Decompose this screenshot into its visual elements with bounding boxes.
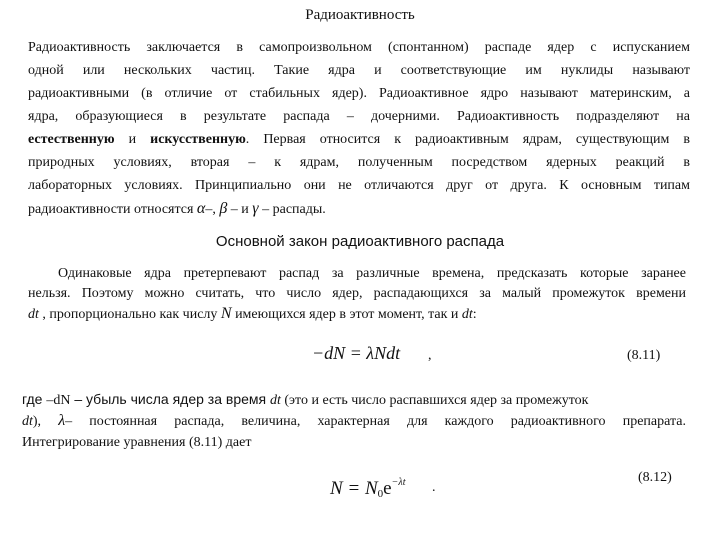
explain-line-1 — [22, 390, 588, 410]
dt-symbol-2: dt — [461, 307, 473, 322]
explain-line-3: Интегрирование уравнения (8.11) дает — [22, 435, 252, 450]
exponent: −λt — [391, 477, 406, 488]
law-line-2: нельзя. Поэтому можно считать, что число ядер, распадающихся за малый промежуток времени — [28, 286, 686, 301]
intro-line-8 — [28, 200, 326, 219]
minus-dn-symbol: –dN — [46, 393, 71, 408]
lambda-symbol: λ — [58, 412, 66, 429]
equation-number-8-12: (8.12) — [638, 470, 672, 485]
law-line-3-c: : — [472, 307, 477, 322]
equation-dot: . — [432, 480, 436, 495]
intro-line-5-and: и — [114, 132, 151, 147]
alpha-symbol: α — [196, 200, 206, 217]
equation-comma: , — [428, 348, 432, 363]
law-line-3 — [28, 305, 477, 324]
dt-symbol: dt — [28, 307, 39, 322]
explain-constant: – постоянная распада, величина, характерная для каждого радиоактивного препарата. — [65, 414, 686, 429]
dt-symbol-4: dt — [22, 414, 33, 429]
page-title: Радиоактивность — [305, 7, 415, 23]
beta-symbol: β — [219, 200, 228, 217]
intro-line-8-sep2: – и — [227, 202, 253, 217]
intro-line-2: одной или нескольких частиц. Такие ядра и соответствующие им нуклиды называют — [28, 63, 690, 78]
n-symbol: N — [220, 305, 232, 322]
gamma-symbol: γ — [252, 200, 259, 217]
law-line-3-b: имеющихся ядер в этот момент, так и — [231, 307, 462, 322]
law-line-3-a: , пропорционально как числу — [38, 307, 221, 322]
section-title: Основной закон радиоактивного распада — [215, 233, 505, 250]
intro-line-4: ядра, образующиеся в результате распада – дочерними. Радиоактивность подразделяют на — [28, 109, 690, 124]
n-zero-subscript: 0 — [377, 488, 384, 500]
law-line-1: Одинаковые ядра претерпевают распад за различные времена, предсказать которые заранее — [58, 266, 686, 281]
n-equals-n: N = N — [330, 478, 378, 499]
intro-line-3: радиоактивными (в отличие от стабильных ядер). Радиоактивное ядро называют материнским, а — [28, 86, 690, 101]
dt-symbol-3: dt — [269, 393, 281, 408]
intro-line-6: природных условиях, вторая – к ядрам, полученным посредством ядерных реакций в — [28, 155, 690, 170]
intro-line-1: Радиоактивность заключается в самопроизвольном (спонтанном) распаде ядер с испусканием — [28, 40, 690, 55]
exp-e: e — [383, 478, 392, 499]
term-artificial: искусственную — [150, 132, 246, 147]
intro-line-5-rest: . Первая относится к радиоактивным ядрам, существующим в — [245, 132, 690, 147]
term-natural: естественную — [28, 132, 115, 147]
intro-line-7: лабораторных условиях. Принципиально они не отличаются друг от друга. К основным типам — [28, 178, 690, 193]
integrated-equation — [330, 477, 405, 500]
explain-close: ), — [32, 414, 59, 429]
explain-paren: (это и есть число распавшихся ядер за промежуток — [280, 393, 589, 408]
intro-line-8-sep1: –, — [205, 202, 220, 217]
decay-equation: −dN = λNdt — [312, 343, 401, 363]
intro-line-8-end: – распады. — [258, 202, 326, 217]
explain-decrease: – убыль числа ядер за время — [70, 391, 270, 407]
intro-line-8-start: радиоактивности относятся — [28, 202, 197, 217]
equation-number-8-11: (8.11) — [627, 348, 661, 363]
intro-line-5 — [28, 131, 690, 149]
explain-line-2 — [22, 412, 686, 431]
explain-where: где — [22, 391, 47, 407]
